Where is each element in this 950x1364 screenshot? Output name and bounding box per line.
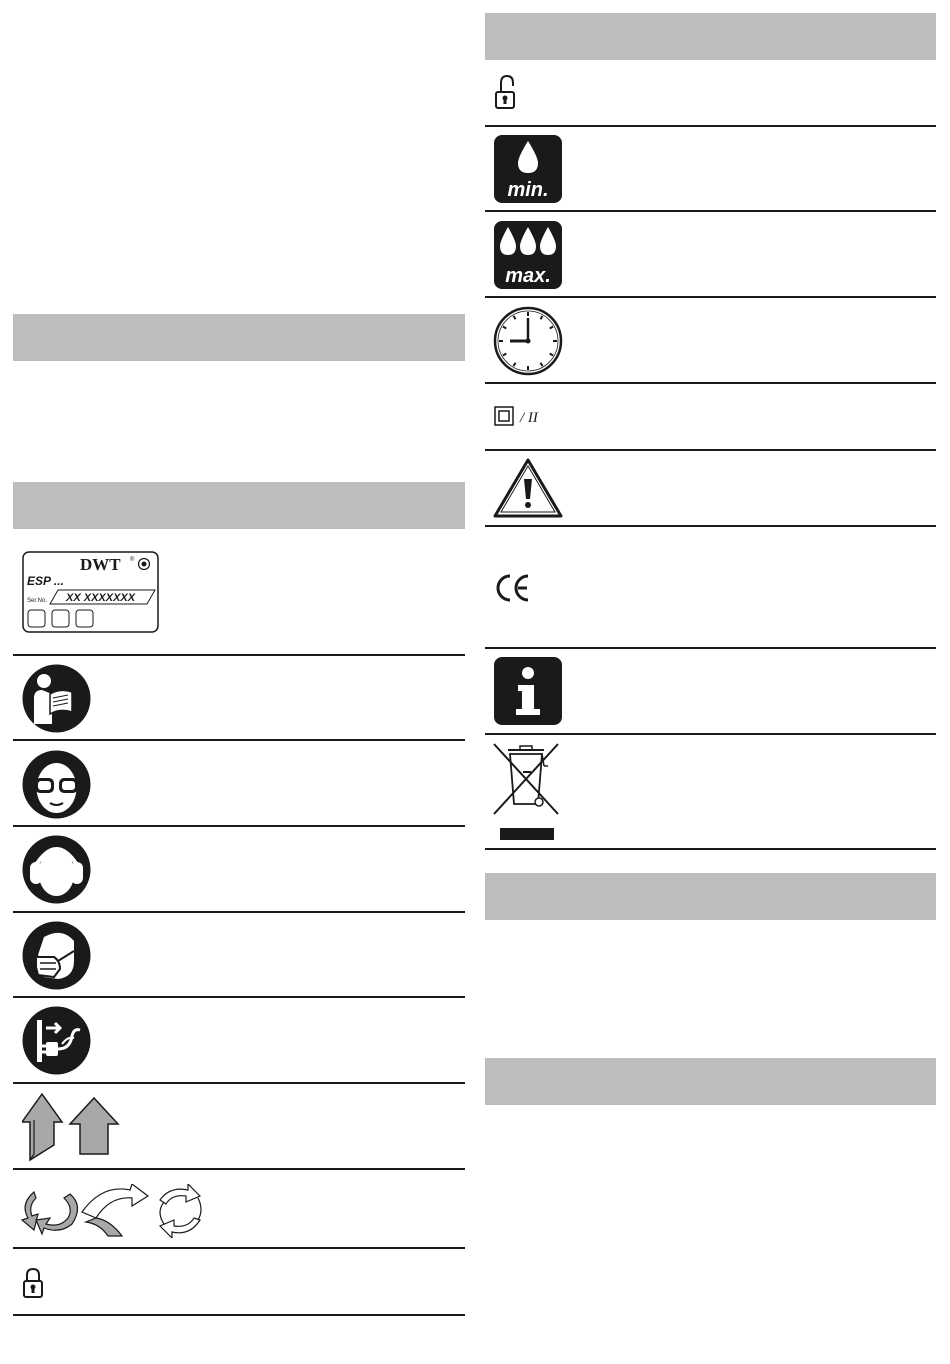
ce-mark-icon xyxy=(494,573,532,603)
row-divider xyxy=(485,733,936,735)
row-divider xyxy=(13,911,465,913)
dust-mask-icon xyxy=(22,921,91,990)
row-divider xyxy=(485,848,936,850)
water-min-icon xyxy=(494,135,562,203)
section-header-bar xyxy=(13,482,465,529)
rotation-arrows-icon xyxy=(20,1184,206,1238)
row-divider xyxy=(13,739,465,741)
weee-crossed-bin-icon xyxy=(490,742,562,842)
warning-icon xyxy=(493,457,563,519)
lock-icon xyxy=(23,1267,43,1299)
lock-open-icon xyxy=(495,74,517,110)
row-divider xyxy=(485,449,936,451)
direction-arrows-icon xyxy=(22,1090,122,1162)
registered-mark: ® xyxy=(130,557,135,563)
section-header-bar xyxy=(485,873,936,920)
water-max-label: max. xyxy=(505,265,551,287)
row-divider xyxy=(13,654,465,656)
double-insulation-icon xyxy=(494,406,556,426)
hearing-protection-icon xyxy=(22,835,91,904)
row-divider xyxy=(485,210,936,212)
row-divider xyxy=(13,1247,465,1249)
nameplate-brand: DWT xyxy=(80,555,121,574)
nameplate-serial-value: XX XXXXXXX xyxy=(66,592,136,604)
row-divider xyxy=(485,382,936,384)
row-divider xyxy=(485,525,936,527)
eye-protection-icon xyxy=(22,750,91,819)
water-min-label: min. xyxy=(507,179,549,201)
row-divider xyxy=(485,125,936,127)
section-header-bar xyxy=(13,314,465,361)
clock-icon xyxy=(493,306,563,376)
unplug-icon xyxy=(22,1006,91,1075)
row-divider xyxy=(485,296,936,298)
row-divider xyxy=(485,647,936,649)
section-header-bar xyxy=(485,1058,936,1105)
section-header-bar xyxy=(485,13,936,60)
row-divider xyxy=(13,1314,465,1316)
nameplate-serial-label: Ser.No. xyxy=(27,598,48,604)
nameplate-label xyxy=(22,551,159,633)
row-divider xyxy=(13,996,465,998)
info-icon xyxy=(494,657,562,725)
row-divider xyxy=(13,825,465,827)
water-max-icon xyxy=(494,221,562,289)
row-divider xyxy=(13,1168,465,1170)
read-manual-icon xyxy=(22,664,91,733)
row-divider xyxy=(13,1082,465,1084)
nameplate-model: ESP ... xyxy=(27,574,64,588)
protection-class-text: / II xyxy=(520,410,538,426)
